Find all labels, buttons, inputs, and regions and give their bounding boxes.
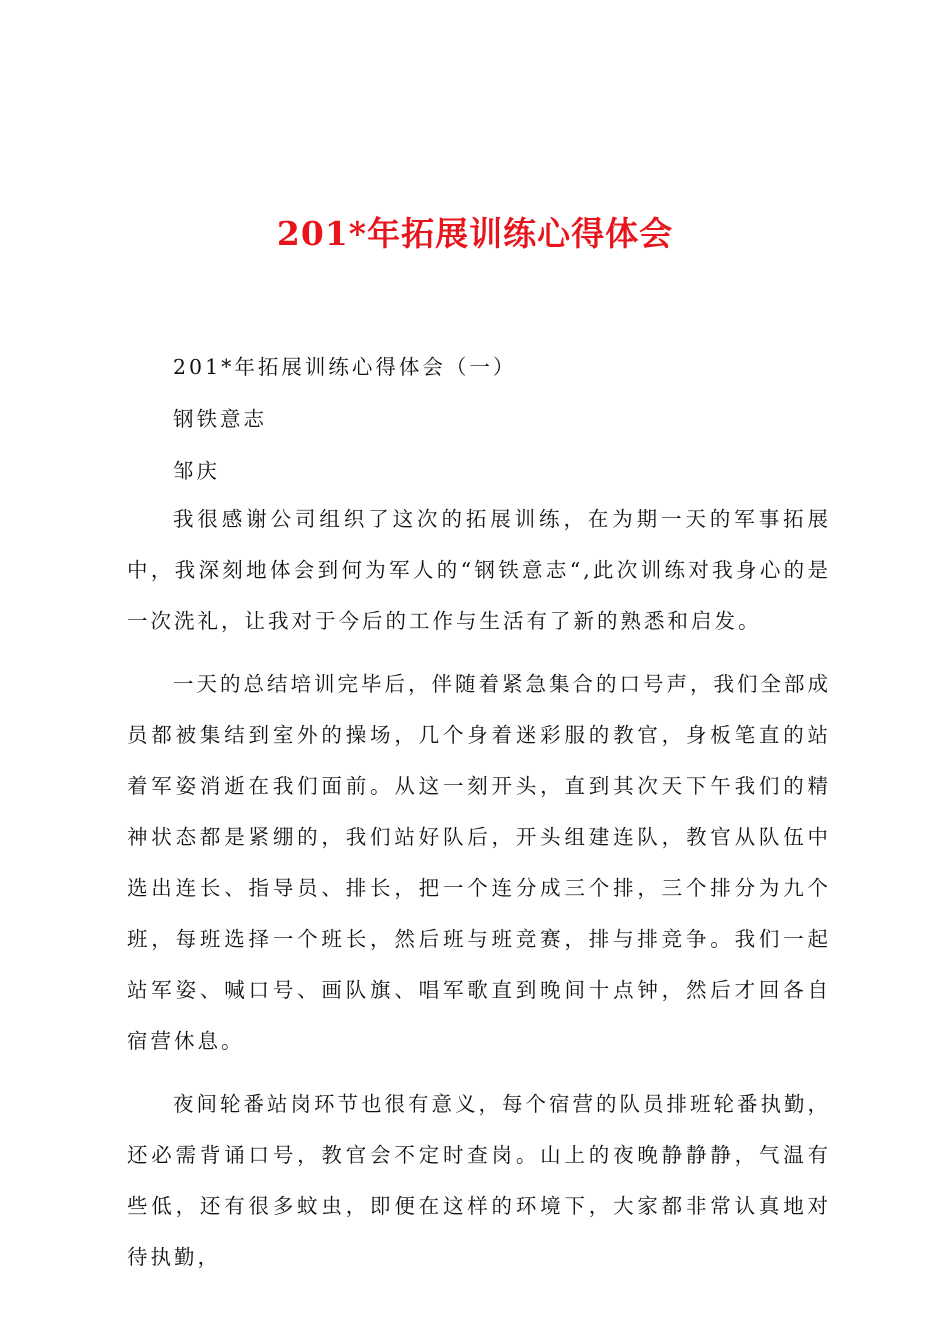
document-title: 201*年拓展训练心得体会 (276, 214, 674, 253)
body-paragraph-1: 我很感谢公司组织了这次的拓展训练，在为期一天的军事拓展中，我深刻地体会到何为军人的“钢铁意志“,此次训练对我身心的是一次洗礼，让我对于今后的工作与生活有了新的熟悉和启发。 (127, 507, 831, 633)
document-body (127, 494, 831, 1269)
document-subtitle: 201*年拓展训练心得体会（一） (173, 355, 517, 379)
body-paragraph-2: 一天的总结培训完毕后，伴随着紧急集合的口号声，我们全部成员都被集结到室外的操场，几个身着迷彩服的教官，身板笔直的站着军姿消逝在我们面前。从这一刻开头，直到其次天下午我们的精神状态都是紧绷的，我们站好队后，开头组建连队，教官从队伍中选出连长、指导员、排长，把一个连分成三个排，三个排分为九个班，每班选择一个班长，然后班与班竞赛，排与排竞争。我们一起站军姿、喊口号、画队旗、唱军歌直到晚间十点钟，然后才回各自宿营休息。 (127, 672, 831, 1053)
author-name: 邹庆 (173, 459, 220, 483)
section-title: 钢铁意志 (173, 407, 267, 431)
body-paragraph-3: 夜间轮番站岗环节也很有意义，每个宿营的队员排班轮番执勤，还必需背诵口号，教官会不定时查岗。山上的夜晚静静静，气温有些低，还有很多蚊虫，即便在这样的环境下，大家都非常认真地对待执勤， (127, 1092, 831, 1269)
